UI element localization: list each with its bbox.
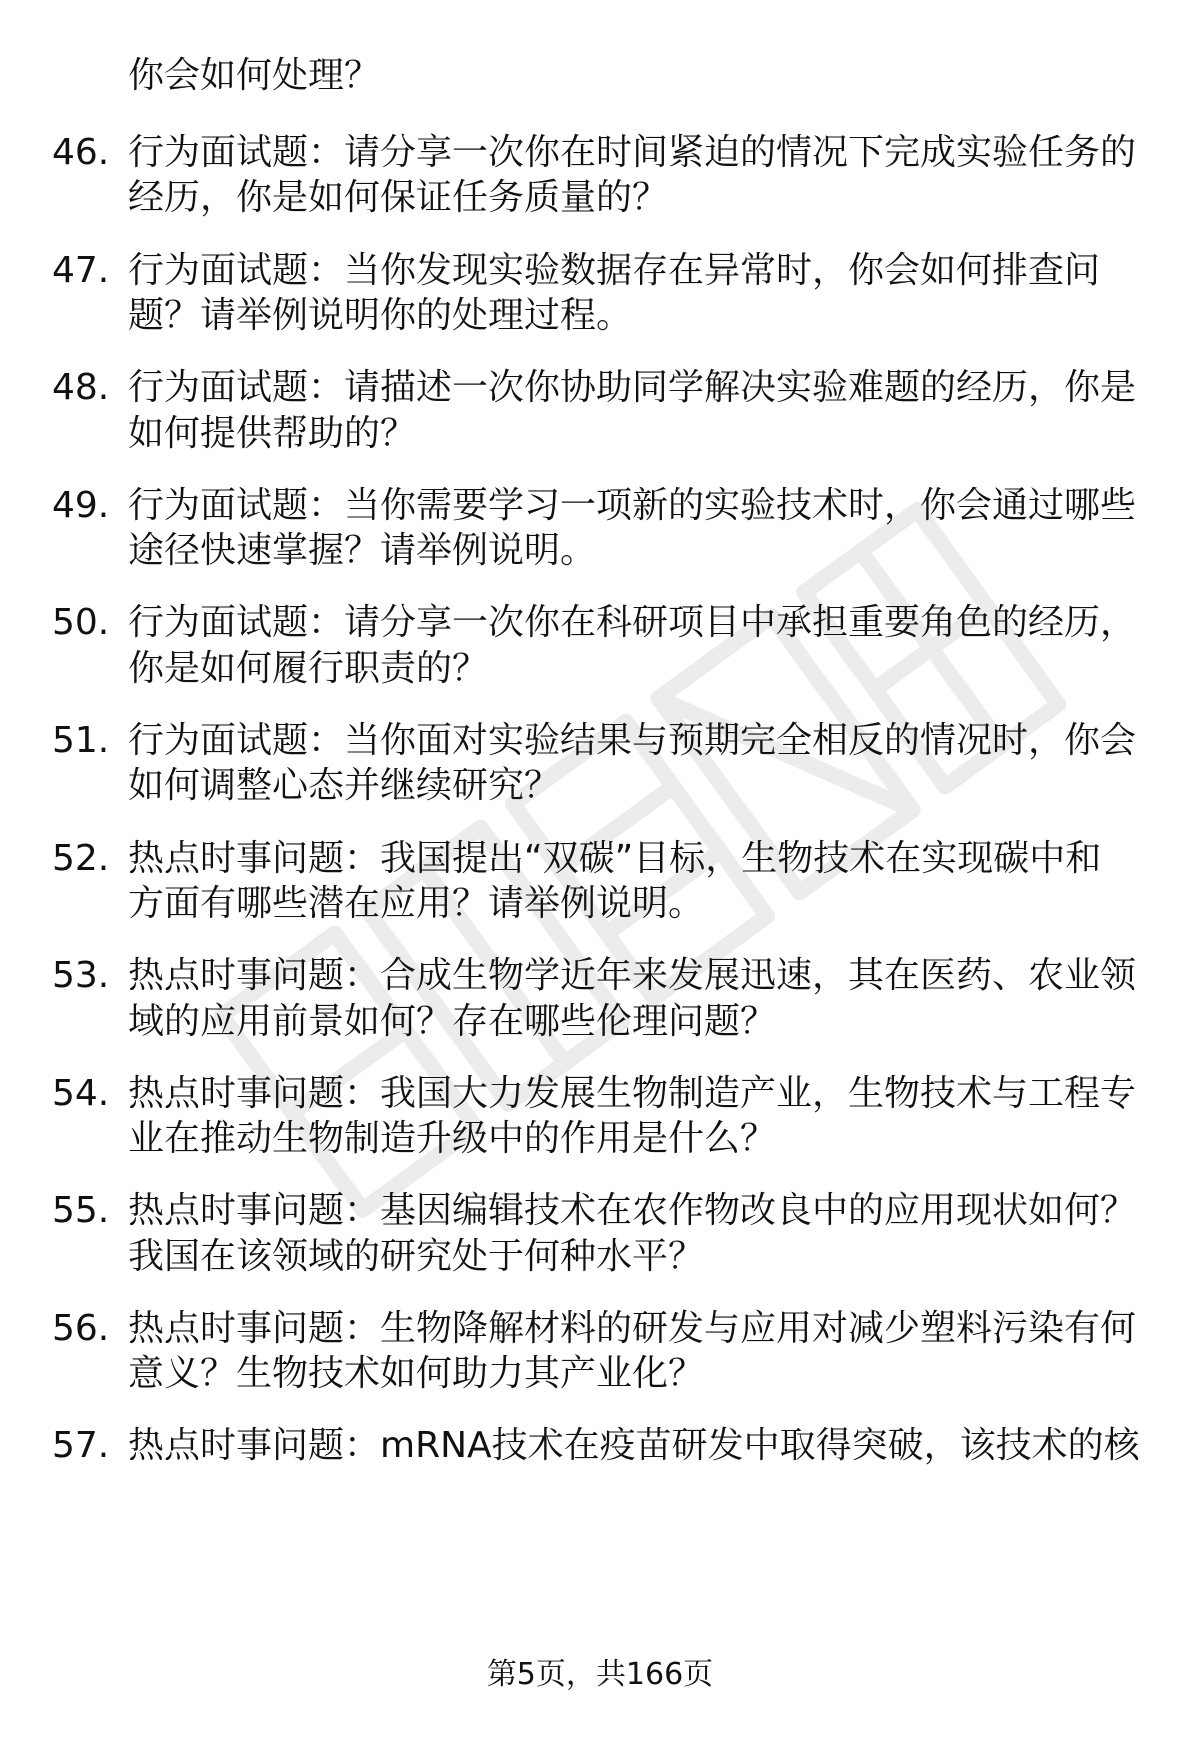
question-text-line: 行为面试题：请分享一次你在时间紧迫的情况下完成实验任务的 (128, 132, 1137, 173)
question-text-line: 你是如何履行职责的？ (128, 648, 489, 689)
question-text-line: 我国在该领域的研究处于何种水平？ (128, 1236, 705, 1277)
question-number: 51. (52, 720, 110, 761)
question-text-line: 如何提供帮助的？ (128, 413, 417, 454)
question-item-56-cont (0, 1344, 1200, 1404)
question-number: 53. (52, 955, 110, 996)
question-continuation (0, 46, 1200, 106)
page-number-footer: 第5页，共166页 (486, 1657, 714, 1692)
question-number: 48. (52, 367, 110, 408)
question-number: 52. (52, 838, 110, 879)
question-item-51-cont (0, 756, 1200, 816)
question-number: 56. (52, 1308, 110, 1349)
question-item-50-cont (0, 639, 1200, 699)
question-text-line: 你会如何处理？ (128, 55, 381, 96)
question-text-line: 热点时事问题：生物降解材料的研发与应用对减少塑料污染有何 (128, 1308, 1137, 1349)
question-number: 54. (52, 1073, 110, 1114)
question-text-line: 热点时事问题：合成生物学近年来发展迅速，其在医药、农业领 (128, 955, 1137, 996)
question-item-52-cont (0, 874, 1200, 934)
question-item-46-cont (0, 168, 1200, 228)
question-text-line: 业在推动生物制造升级中的作用是什么？ (128, 1118, 777, 1159)
question-number: 57. (52, 1425, 110, 1466)
question-text-line: 方面有哪些潜在应用？请举例说明。 (128, 883, 705, 924)
question-number: 55. (52, 1190, 110, 1231)
question-text-line: 热点时事问题：我国提出“双碳”目标，生物技术在实现碳中和 (128, 838, 1102, 879)
question-item-48-cont (0, 404, 1200, 464)
question-item-54-cont (0, 1109, 1200, 1169)
question-text-line: 热点时事问题：我国大力发展生物制造产业，生物技术与工程专 (128, 1073, 1137, 1114)
question-number: 47. (52, 250, 110, 291)
question-item-55-cont (0, 1227, 1200, 1287)
question-number: 49. (52, 485, 110, 526)
question-item-57 (0, 1416, 1200, 1476)
question-text-line: 行为面试题：请分享一次你在科研项目中承担重要角色的经历， (128, 602, 1137, 643)
question-text-line: 行为面试题：当你发现实验数据存在异常时，你会如何排查问 (128, 250, 1101, 291)
question-text-line: 如何调整心态并继续研究？ (128, 765, 561, 806)
question-item-47-cont (0, 286, 1200, 346)
question-text-line: 意义？生物技术如何助力其产业化？ (128, 1353, 705, 1394)
question-text-line: 行为面试题：当你面对实验结果与预期完全相反的情况时，你会 (128, 720, 1137, 761)
question-item-53-cont (0, 992, 1200, 1052)
question-number: 50. (52, 602, 110, 643)
question-text-line: 题？请举例说明你的处理过程。 (128, 295, 633, 336)
question-text-line: 热点时事问题：mRNA技术在疫苗研发中取得突破，该技术的核 (128, 1425, 1140, 1466)
question-text-line: 行为面试题：当你需要学习一项新的实验技术时，你会通过哪些 (128, 485, 1137, 526)
question-number: 46. (52, 132, 110, 173)
question-text-line: 途径快速掌握？请举例说明。 (128, 530, 597, 571)
question-text-line: 行为面试题：请描述一次你协助同学解决实验难题的经历，你是 (128, 367, 1137, 408)
question-text-line: 经历，你是如何保证任务质量的？ (128, 177, 669, 218)
question-item-49-cont (0, 521, 1200, 581)
question-text-line: 热点时事问题：基因编辑技术在农作物改良中的应用现状如何？ (128, 1190, 1137, 1231)
question-text-line: 域的应用前景如何？存在哪些伦理问题？ (128, 1001, 777, 1042)
